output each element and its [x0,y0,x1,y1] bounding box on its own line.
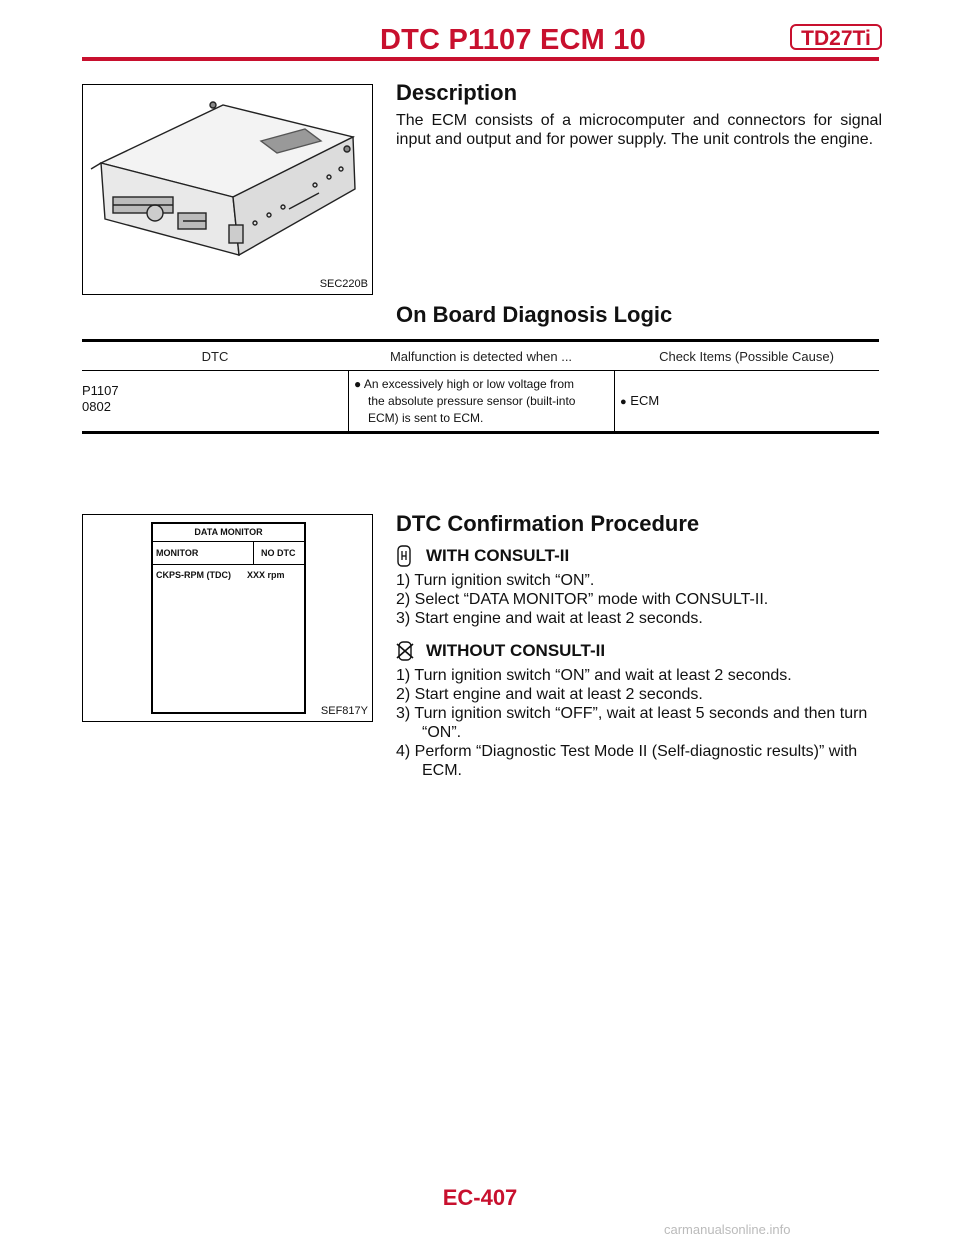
malfunction-line: An excessively high or low voltage from [363,377,575,391]
header-rule [82,57,879,61]
data-monitor-figure [82,514,373,722]
bullet-icon: ● [620,396,627,408]
no-tester-icon [396,640,414,662]
check-item: ECM [630,393,660,408]
engine-model-badge: TD27Ti [790,24,882,50]
screen-data-row [153,565,304,583]
no-dtc-label: NO DTC [261,548,296,558]
with-consult-heading: WITH CONSULT-II [426,546,570,565]
watermark: carmanualsonline.info [664,1222,791,1237]
screen-title: DATA MONITOR [153,524,304,542]
confirmation-heading: DTC Confirmation Procedure [396,511,700,536]
diagnosis-table [82,339,879,434]
bullet-icon: ● [354,377,362,391]
page-header-title: DTC P1107 ECM 10 [380,24,646,56]
procedure-step: 3) Turn ignition switch “OFF”, wait at least 5 seconds and then turn [396,705,868,722]
consult-screen [151,522,306,714]
dtc-code: P1107 [82,383,119,398]
procedure-step: 2) Start engine and wait at least 2 seconds. [396,686,703,703]
diagnosis-heading: On Board Diagnosis Logic [396,302,673,327]
procedure-step-continued: ECM. [422,762,462,779]
without-consult-section [396,640,882,780]
monitor-label: MONITOR [156,548,199,558]
figure-code: SEF817Y [320,705,368,717]
dtc-code-alt: 0802 [82,399,111,414]
screen-header-row [153,542,304,565]
figure-code: SEC220B [319,278,368,290]
monitor-value: XXX rpm [247,570,285,580]
malfunction-line: the absolute pressure sensor (built-into [368,394,576,408]
without-consult-heading: WITHOUT CONSULT-II [426,641,606,660]
ecm-unit-illustration [83,85,372,294]
table-bottom-rule [82,431,879,434]
column-header-malfunction: Malfunction is detected when ... [389,348,573,364]
consult-tester-icon [396,545,412,567]
procedure-step: 1) Turn ignition switch “ON”. [396,572,595,589]
page-number: EC-407 [442,1185,518,1210]
description-text: The ECM consists of a microcomputer and connectors for signal input and output and for power supply. The unit controls the engine. [396,112,882,148]
monitor-item: CKPS-RPM (TDC) [156,570,231,580]
procedure-step: 3) Start engine and wait at least 2 seconds. [396,610,703,627]
with-consult-section [396,545,882,628]
dtc-cell [82,383,119,415]
procedure-step: 2) Select “DATA MONITOR” mode with CONSULT-II. [396,591,769,608]
check-item-cell [620,393,659,408]
description-heading: Description [396,80,518,105]
procedure-step-continued: “ON”. [422,724,462,741]
table-row [82,371,879,431]
procedure-step: 1) Turn ignition switch “ON” and wait at least 2 seconds. [396,667,792,684]
column-header-check-items: Check Items (Possible Cause) [659,348,834,364]
column-header-dtc: DTC [201,348,229,364]
malfunction-cell [354,376,575,427]
malfunction-line: ECM) is sent to ECM. [368,411,484,425]
procedure-step: 4) Perform “Diagnostic Test Mode II (Self-diagnostic results)” with [396,743,858,760]
ecm-unit-figure [82,84,373,295]
